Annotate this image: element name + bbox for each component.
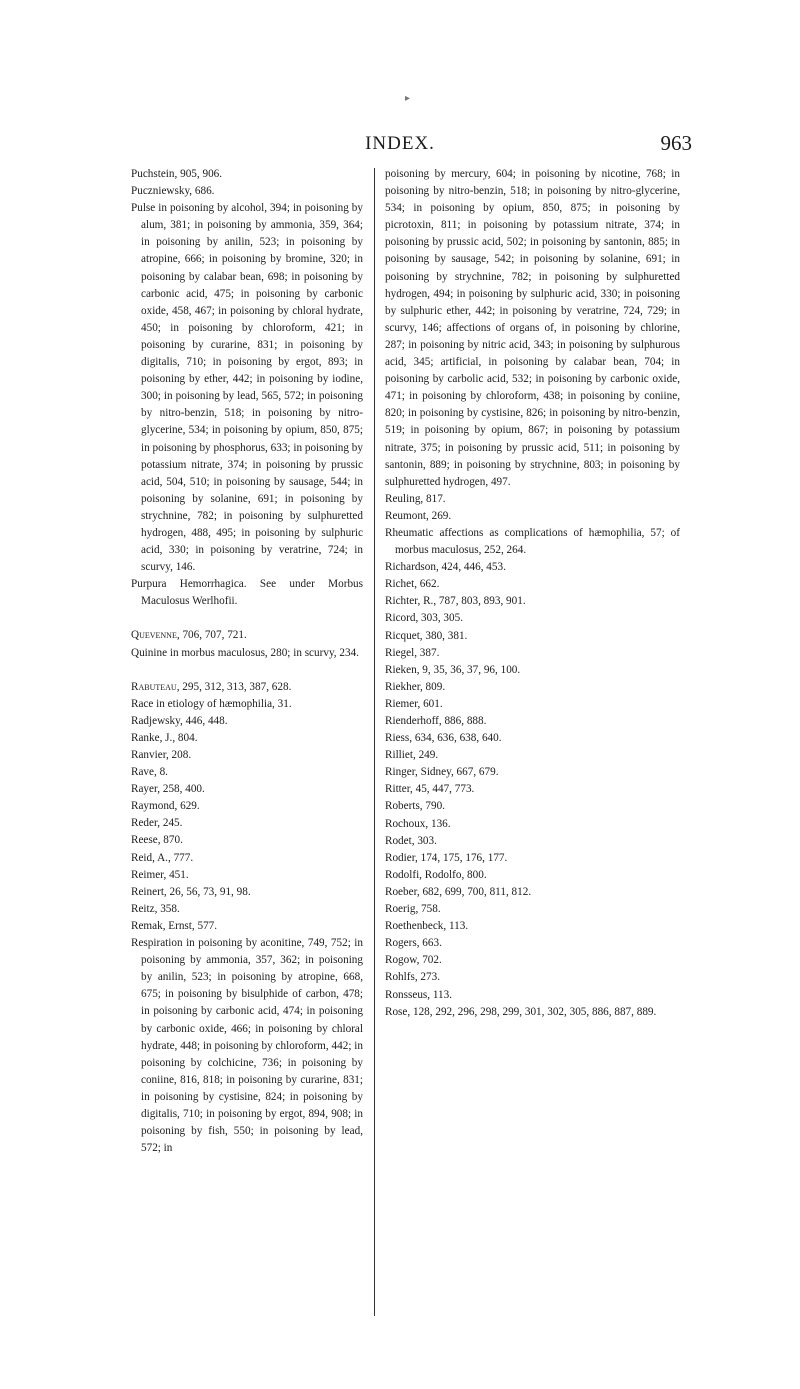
index-entry: Roerig, 758.	[385, 903, 441, 916]
index-entry: Raymond, 629.	[131, 800, 200, 813]
index-entry: Rienderhoff, 886, 888.	[385, 715, 487, 727]
index-entry: Ranke, J., 804.	[131, 731, 198, 744]
index-entry: Puczniewsky, 686.	[131, 185, 215, 198]
index-entry: Quevenne, 706, 707, 721.	[131, 629, 247, 642]
index-entry: Quinine in morbus maculosus, 280; in scurvy, 234.	[131, 646, 359, 659]
index-entry: Purpura Hemorrhagica. See under Morbus Maculosus Werlhofii.	[131, 578, 363, 608]
index-entry: Rogow, 702.	[385, 954, 442, 967]
index-entry: Ronsseus, 113.	[385, 988, 453, 1001]
column-divider	[374, 168, 375, 1316]
page-title: INDEX.	[365, 133, 435, 154]
index-entry: Rilliet, 249.	[385, 749, 439, 762]
section-gap	[131, 610, 363, 627]
page-header	[0, 133, 800, 163]
index-entry: Ringer, Sidney, 667, 679.	[385, 766, 499, 779]
index-entry: Rieken, 9, 35, 36, 37, 96, 100.	[385, 663, 521, 676]
index-entry: Richter, R., 787, 803, 893, 901.	[385, 595, 526, 608]
index-entry: Reumont, 269.	[385, 509, 452, 522]
index-entry: Ritter, 45, 447, 773.	[385, 783, 475, 796]
print-mark: ▸	[405, 93, 411, 104]
index-entry: Rave, 8.	[131, 766, 168, 779]
index-entry: Rabuteau, 295, 312, 313, 387, 628.	[131, 680, 292, 693]
index-entry: Rheumatic affections as complications of hæmophilia, 57; of morbus maculosus, 252, 264.	[385, 526, 680, 557]
index-entry: Radjewsky, 446, 448.	[131, 714, 228, 727]
index-entry: Reuling, 817.	[385, 492, 446, 505]
index-entry: Rodolfi, Rodolfo, 800.	[385, 868, 487, 881]
index-entry: Rodier, 174, 175, 176, 177.	[385, 851, 508, 864]
index-entry: Reder, 245.	[131, 817, 183, 830]
index-entry: Rohlfs, 273.	[385, 971, 441, 984]
index-entry: Ranvier, 208.	[131, 749, 192, 761]
entry-heading: Quevenne	[131, 629, 177, 642]
section-gap	[131, 662, 363, 679]
index-entry: Ricord, 303, 305.	[385, 612, 463, 625]
index-entry: Riegel, 387.	[385, 646, 440, 659]
left-column	[131, 166, 363, 1157]
index-entry: Richet, 662.	[385, 578, 440, 591]
index-entry: Reitz, 358.	[131, 902, 180, 915]
index-entry: Reid, A., 777.	[131, 851, 194, 864]
index-entry: Race in etiology of hæmophilia, 31.	[131, 697, 292, 710]
index-entry: Riemer, 601.	[385, 697, 443, 710]
index-entry: Rodet, 303.	[385, 834, 437, 847]
index-entry: Roeber, 682, 699, 700, 811, 812.	[385, 885, 532, 898]
page-number: 963	[660, 131, 692, 155]
index-entry: Rayer, 258, 400.	[131, 783, 205, 796]
index-entry: Roethenbeck, 113.	[385, 920, 469, 933]
index-entry: Riess, 634, 636, 638, 640.	[385, 732, 502, 745]
index-entry: Pulse in poisoning by alcohol, 394; in poisoning by alum, 381; in poisoning by ammonia, 359, 364; in poisoning by anilin, 523; in poisoning by atropine, 666; in poisoning by bromine, 320; in poisoning by calabar bean, 698; in poisoning by carbonic acid, 475; in poisoning by carbonic oxide, 458, 467; in poisoning by chloral hydrate, 450; in poisoning by chloroform, 421; in poisoning by curarine, 831; in poisoning by digitalis, 710; in poisoning by ergot, 893; in poisoning by ether, 442; in poisoning by iodine, 300; in poisoning by lead, 565, 572; in poisoning by nitro-benzin, 518; in poisoning by nitro-glycerine, 534; in poisoning by opium, 850, 875; in poisoning by phosphorus, 633; in poisoning by potassium nitrate, 374; in poisoning by prussic acid, 504, 510; in poisoning by sausage, 544; in poisoning by solanine, 691; in poisoning by strychnine, 782; in poisoning by sulphuretted hydrogen, 488, 495; in poisoning by sulphuric acid, 330; in poisoning by veratrine, 724; in scurvy, 146.	[131, 202, 363, 574]
index-entry: Roberts, 790.	[385, 800, 445, 813]
entry-heading: Rabuteau	[131, 680, 177, 693]
index-entry: Riekher, 809.	[385, 680, 446, 693]
index-entry: Remak, Ernst, 577.	[131, 919, 218, 932]
index-entry: Rose, 128, 292, 296, 298, 299, 301, 302, 305, 886, 887, 889.	[385, 1005, 657, 1018]
index-entry: Reese, 870.	[131, 834, 183, 847]
index-entry: Ricquet, 380, 381.	[385, 629, 468, 642]
right-column	[385, 166, 680, 1021]
index-entry: Richardson, 424, 446, 453.	[385, 561, 506, 574]
index-entry: Puchstein, 905, 906.	[131, 168, 223, 180]
index-entry: Rochoux, 136.	[385, 817, 451, 830]
index-entry: poisoning by mercury, 604; in poisoning by nicotine, 768; in poisoning by nitro-benzin, 518; in poisoning by nitro-glycerine, 534; in poisoning by opium, 850, 875; in poisoning by picrotoxin, 811; in poisoning by potassium nitrate, 374; in poisoning by prussic acid, 502; in poisoning by santonin, 885; in poisoning by sausage, 542; in poisoning by solanine, 691; in poisoning by strychnine, 782; in poisoning by sulphuretted hydrogen, 494; in poisoning by sulphuric acid, 330; in poisoning by sulphuric ether, 442; in poisoning by veratrine, 724, 729; in scurvy, 146; affections of organs of, in poisoning by chlorine, 287; in poisoning by nitric acid, 343; in poisoning by sulphurous acid, 345; artificial, in poisoning by calabar bean, 704; in poisoning by carbolic acid, 532; in poisoning by carbonic oxide, 471; in poisoning by chloroform, 438; in poisoning by coniine, 820; in poisoning by cystisine, 826; in poisoning by nitro-benzin, 519; in poisoning by opium, 867; in poisoning by potassium nitrate, 375; in poisoning by prussic acid, 511; in poisoning by santonin, 889; in poisoning by strychnine, 803; in poisoning by sulphuretted hydrogen, 497.	[385, 168, 680, 488]
index-entry: Reimer, 451.	[131, 868, 189, 881]
index-entry: Reinert, 26, 56, 73, 91, 98.	[131, 885, 251, 898]
index-entry: Rogers, 663.	[385, 937, 442, 950]
index-entry: Respiration in poisoning by aconitine, 749, 752; in poisoning by ammonia, 357, 362; in poisoning by anilin, 523; in poisoning by atropine, 668, 675; in poisoning by bisulphide of carbon, 478; in poisoning by carbonic acid, 474; in poisoning by carbonic oxide, 466; in poisoning by chloral hydrate, 448; in poisoning by chloroform, 442; in poisoning by colchicine, 736; in poisoning by coniine, 816, 818; in poisoning by curarine, 831; in poisoning by cystisine, 824; in poisoning by digitalis, 710; in poisoning by ergot, 894, 908; in poisoning by fish, 550; in poisoning by lead, 572; in	[131, 937, 363, 1155]
